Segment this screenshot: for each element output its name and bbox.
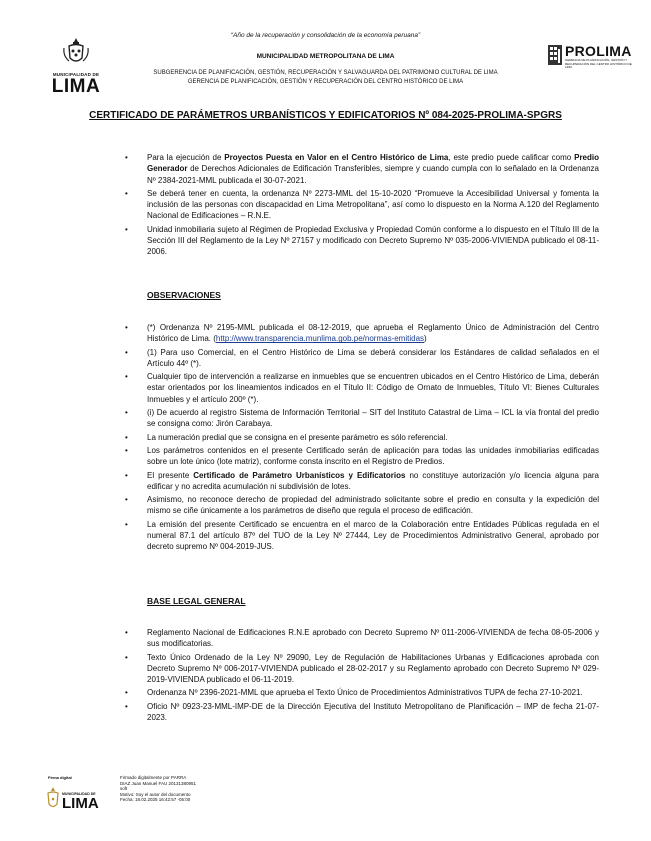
bullet: • [125, 628, 128, 637]
list-item: • Cualquier tipo de intervención a realizarse en inmuebles que se encuentren ubicados en el Centro Histórico de Lima, deberán estar orientados por los lineamientos indicados en el Título II: Código de Ornato de Inmuebles, Título VI: Bienes Culturales Inmuebles y el artículo 200º (*). [125, 372, 599, 404]
bullet: • [125, 153, 128, 162]
list-item: • Oficio Nº 0923-23-MML-IMP-DE de la Dirección Ejecutiva del Instituto Metropolitano de Planificación – IMP de fecha 21-07-2023. [125, 701, 599, 723]
bullet: • [125, 688, 128, 698]
bullet: • [125, 432, 128, 442]
bullet: • [125, 652, 128, 662]
subgerencia-name: SUBGERENCIA DE PLANIFICACIÓN, GESTIÓN, RECUPERACIÓN Y SALVAGUARDA DEL PATRIMONIO CULTURAL DE LIMA [153, 70, 498, 76]
coat-of-arms-icon [46, 785, 60, 815]
signature-line: Motivo: Soy el autor del documento [120, 791, 191, 797]
observaciones-list [125, 322, 600, 555]
bullet: • [125, 495, 128, 505]
footer-logo-big: LIMA [62, 795, 99, 812]
list-item: • (1) Para uso Comercial, en el Centro Histórico de Lima se deberá considerar los Estándares de calidad señalados en el Artículo 44º (*). [125, 347, 599, 368]
bullet: • [125, 372, 128, 382]
municipalidad-lima-logo [46, 36, 106, 96]
firma-digital-label: Firma digital [48, 775, 72, 780]
prolima-name: PROLIMA [565, 43, 632, 59]
bullet: • [125, 408, 128, 418]
list-item: • (*) Ordenanza Nº 2195-MML publicada el 08-12-2019, que aprueba el Reglamento Único de Administración del Centro Histórico de Lima. (http://www.transparencia.munlima.gob.pe/normas-emitidas) [125, 323, 599, 344]
footer-logo-small: MUNICIPALIDAD DE [62, 792, 96, 796]
list-item: • Unidad inmobiliaria sujeto al Régimen de Propiedad Exclusiva y Propiedad Común conforme a lo dispuesto en el Título III de la Sección III del Reglamento de la Ley Nº 27157 y modificado con Decreto Supremo Nº 035-2006-VIVIENDA publicado el 08-11-2006. [125, 224, 599, 257]
bullet: • [125, 188, 128, 198]
transparencia-link[interactable]: http://www.transparencia.munlima.gob.pe/normas-emitidas [215, 334, 425, 344]
digital-signature-block [40, 775, 340, 825]
prolima-building-icon [548, 45, 562, 65]
signature-line: Firmado digitalmente por PARRA [120, 775, 187, 780]
coat-of-arms-icon [61, 36, 91, 66]
list-item: • La emisión del presente Certificado se encuentra en el marco de la Colaboración entre Entidades Públicas regulada en el numeral 87.1 del artículo 87º del TUO de la Ley Nº 27444, Ley de Procedimientos Administrativo General, aprobado por decreto supremo Nº 004-2019-JUS. [125, 519, 599, 552]
bullet: • [125, 347, 128, 357]
list-item: • Reglamento Nacional de Edificaciones R.N.E aprobado con Decreto Supremo Nº 011-2006-VIVIENDA de fecha 08-05-2006 y sus modificatorias. [125, 628, 599, 649]
bullet: • [125, 519, 128, 529]
list-item: • Para la ejecución de Proyectos Puesta en Valor en el Centro Histórico de Lima, este predio puede calificar como Predio Generador de Derechos Adicionales de Edificación Transferibles, siempre y cuando cumpla con lo señalado en la Ordenanza Nº 2384-2021-MML publicada el 30-07-2021. [125, 153, 600, 185]
bullet: • [125, 470, 128, 480]
list-item: • (i) De acuerdo al registro Sistema de Información Territorial – SIT del Instituto Catastral de Lima – ICL la vía frontal del predio se consigna como: Jirón Carabaya. [125, 408, 599, 429]
logo-small-text: MUNICIPALIDAD DE [52, 72, 100, 77]
signature-line: soft [120, 786, 128, 791]
gerencia-name: GERENCIA DE PLANIFICACIÓN, GESTIÓN Y RECUPERACIÓN DEL CENTRO HISTÓRICO DE LIMA [187, 79, 464, 85]
list-item: • Los parámetros contenidos en el presente Certificado serán de aplicación para todas las unidades inmobiliarias edificadas sobre un lote único (lote matriz), conforme consta inscrito en el Registro de Predios. [125, 445, 599, 467]
base-legal-list [125, 627, 599, 725]
signature-line: DIAZ Juan Manuel FAU 20131380951 [120, 780, 197, 786]
observaciones-heading: OBSERVACIONES [147, 290, 221, 300]
base-legal-heading: BASE LEGAL GENERAL [147, 596, 246, 606]
signature-details [120, 775, 196, 803]
prolima-tagline: GERENCIA DE PLANIFICACIÓN, GESTIÓN Y RECUPERACIÓN DEL CENTRO HISTÓRICO DE LIMA [565, 58, 632, 69]
year-motto: “Año de la recuperación y consolidación de la economía peruana” [230, 32, 421, 39]
bullet: • [125, 445, 128, 455]
bullet: • [125, 224, 128, 234]
logo-big-text: LIMA [51, 76, 101, 97]
bullet: • [125, 323, 128, 332]
list-item: • Asimismo, no reconoce derecho de propiedad del administrado solicitante sobre el predio en consulta y la expedición del mismo se ciñe únicamente a los parámetros de diseño que regula el proceso de edificación. [125, 495, 599, 516]
intro-list [125, 152, 600, 260]
organization-name: MUNICIPALIDAD METROPOLITANA DE LIMA [256, 53, 395, 60]
signature-line: Fecha: 18.02.2025 16:42:57 -05:00 [120, 797, 191, 802]
list-item: • Ordenanza Nº 2396-2021-MML que aprueba el Texto Único de Procedimientos Administrativos TUPA de fecha 27-10-2021. [125, 688, 583, 698]
list-item: • La numeración predial que se consigna en el presente parámetro es sólo referencial. [125, 432, 448, 442]
list-item: • El presente Certificado de Parámetro Urbanísticos y Edificatorios no constituye autorización y/o licencia alguna para edificar y no acredita acumulación ni subdivisión de lotes. [125, 470, 600, 491]
list-item: • Se deberá tener en cuenta, la ordenanza Nº 2273-MML del 15-10-2020 “Promueve la Accesibilidad Universal y fomenta la inclusión de las personas con discapacidad en Lima Metropolitana”, así como lo dispuesto en la Norma A.120 del Reglamento Nacional de Edificaciones – R.N.E. [125, 188, 599, 221]
certificate-title: CERTIFICADO DE PARÁMETROS URBANÍSTICOS Y EDIFICATORIOS Nº 084-2025-PROLIMA-SPGRS [89, 110, 562, 121]
list-item: • Texto Único Ordenado de la Ley Nº 29090, Ley de Regulación de Habilitaciones Urbanas y Edificaciones aprobada con Decreto Supremo Nº 006-2017-VIVIENDA publicado el 28-02-2017 y su Reglamento aprobado con Decreto Supremo Nº 029-2019-VIVIENDA publicado el 06-11-2019. [125, 652, 599, 685]
prolima-logo [548, 44, 638, 68]
bullet: • [125, 701, 128, 711]
